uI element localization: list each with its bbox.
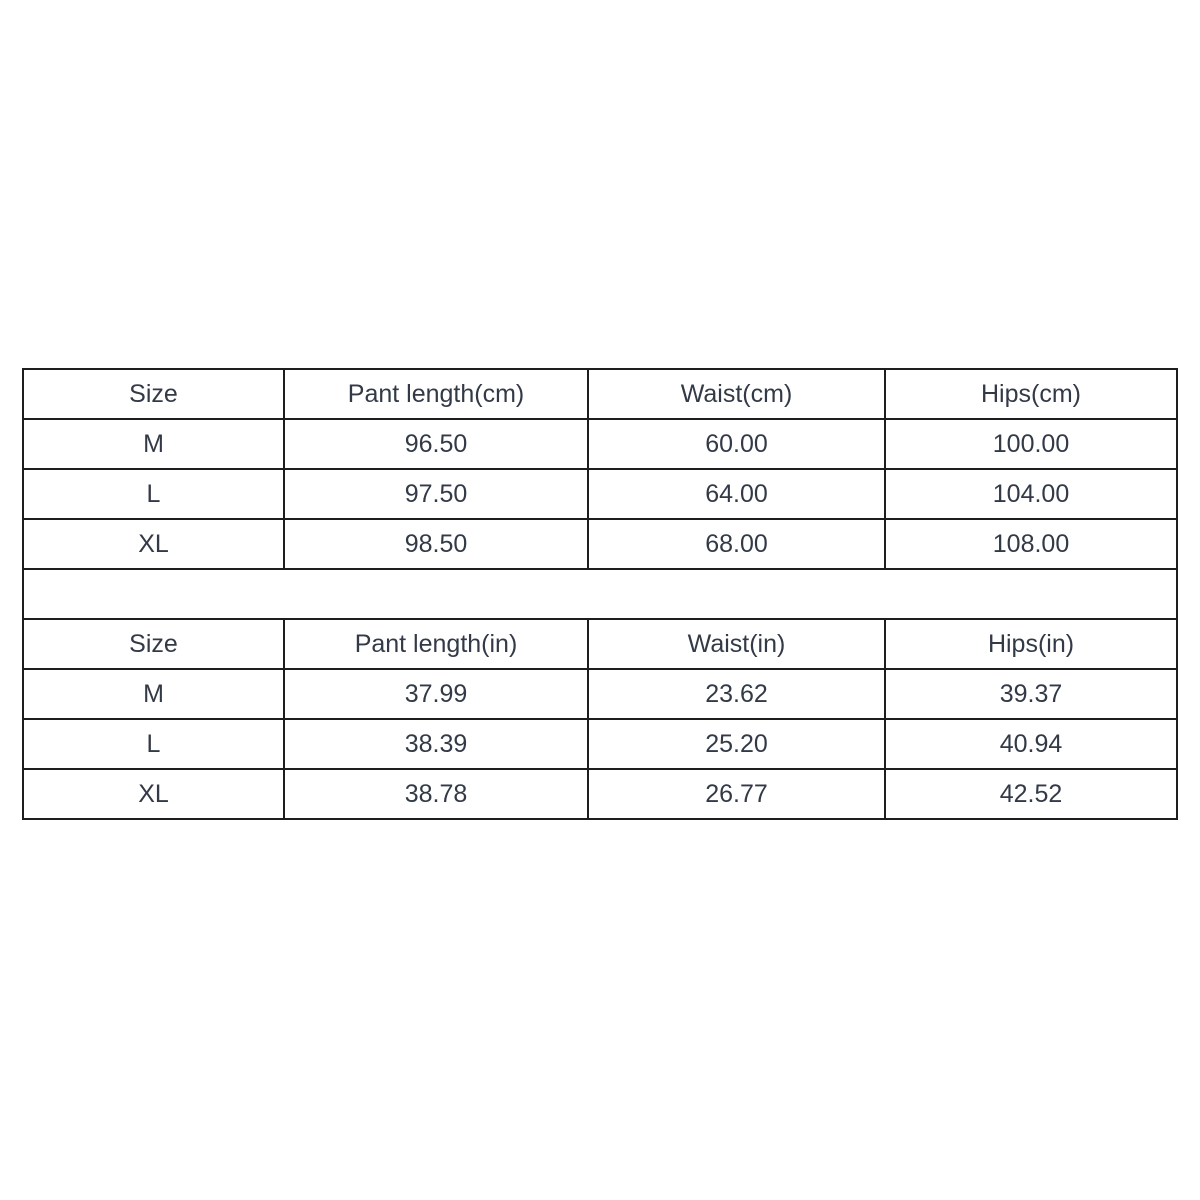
size-cell: M: [23, 669, 284, 719]
size-cell: L: [23, 469, 284, 519]
in-header-size: Size: [23, 619, 284, 669]
cm-header-hips: Hips(cm): [885, 369, 1177, 419]
value-cell: 42.52: [885, 769, 1177, 819]
cm-header-waist: Waist(cm): [588, 369, 885, 419]
in-header-pant-length: Pant length(in): [284, 619, 588, 669]
value-cell: 26.77: [588, 769, 885, 819]
spacer-row: [23, 569, 1177, 619]
cm-row-m: [23, 419, 1177, 469]
value-cell: 23.62: [588, 669, 885, 719]
value-cell: 37.99: [284, 669, 588, 719]
value-cell: 64.00: [588, 469, 885, 519]
value-cell: 38.39: [284, 719, 588, 769]
value-cell: 68.00: [588, 519, 885, 569]
value-cell: 104.00: [885, 469, 1177, 519]
in-row-xl: [23, 769, 1177, 819]
in-header-row: [23, 619, 1177, 669]
value-cell: 98.50: [284, 519, 588, 569]
value-cell: 100.00: [885, 419, 1177, 469]
cm-header-row: [23, 369, 1177, 419]
value-cell: 38.78: [284, 769, 588, 819]
in-header-hips: Hips(in): [885, 619, 1177, 669]
cm-row-l: [23, 469, 1177, 519]
size-cell: M: [23, 419, 284, 469]
value-cell: 60.00: [588, 419, 885, 469]
cm-header-pant-length: Pant length(cm): [284, 369, 588, 419]
in-row-l: [23, 719, 1177, 769]
value-cell: 39.37: [885, 669, 1177, 719]
size-cell: L: [23, 719, 284, 769]
in-header-waist: Waist(in): [588, 619, 885, 669]
size-cell: XL: [23, 519, 284, 569]
value-cell: 40.94: [885, 719, 1177, 769]
value-cell: 96.50: [284, 419, 588, 469]
cm-header-size: Size: [23, 369, 284, 419]
value-cell: 97.50: [284, 469, 588, 519]
value-cell: 108.00: [885, 519, 1177, 569]
size-cell: XL: [23, 769, 284, 819]
in-row-m: [23, 669, 1177, 719]
spacer-cell: [23, 569, 1177, 619]
size-chart-table: [22, 368, 1178, 820]
cm-row-xl: [23, 519, 1177, 569]
value-cell: 25.20: [588, 719, 885, 769]
